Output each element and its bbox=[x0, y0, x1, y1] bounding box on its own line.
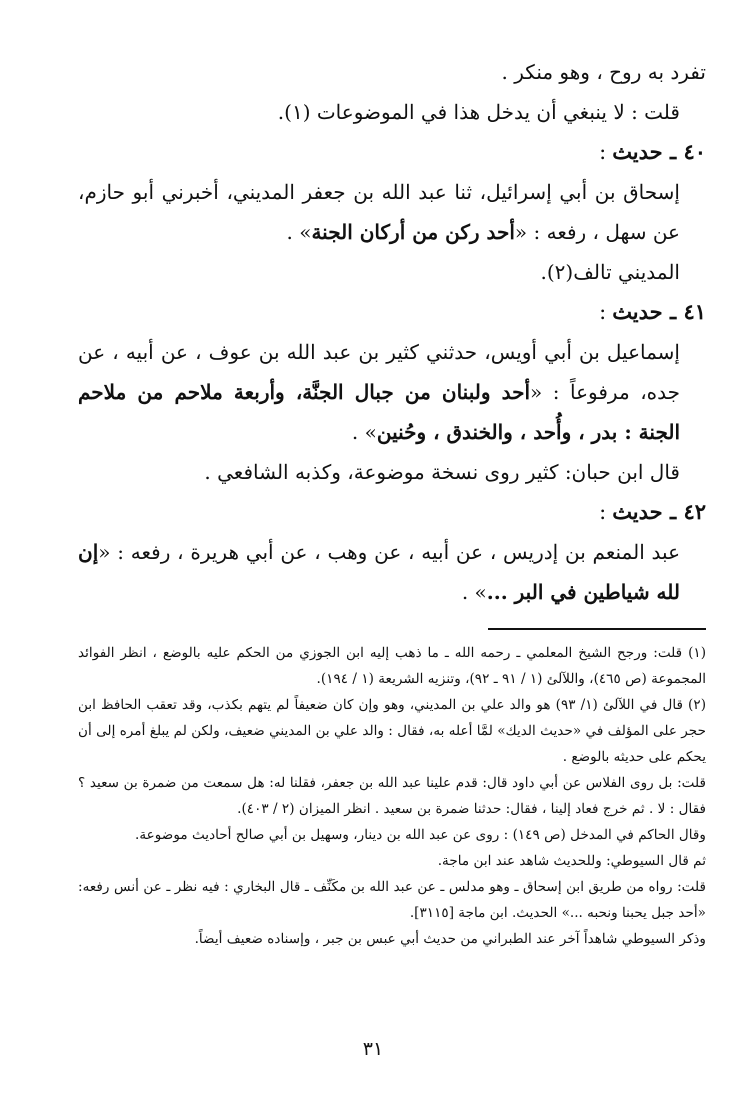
heading-colon: : bbox=[599, 500, 607, 524]
footnote-2-paragraph: ثم قال السيوطي: وللحديث شاهد عند ابن ماجة. bbox=[437, 853, 706, 869]
hadith-heading-40 bbox=[78, 132, 706, 172]
grading-line: قال ابن حبان: كثير روى نسخة موضوعة، وكذبه الشافعي . bbox=[204, 460, 680, 484]
footnote-2-paragraph: قلت: بل روى الفلاس عن أبي داود قال: قدم علينا عبد الله بن جعفر، فقلنا له: هل سمعت من ضمرة بن سعيد ؟ فقال : لا . ثم خرج فعاد إلينا ، فقال: حدثنا ضمرة بن سعيد . انظر الميزان (٢ / ٤٠٣). bbox=[78, 775, 706, 817]
text-line: قلت : لا ينبغي أن يدخل هذا في الموضوعات (١). bbox=[277, 100, 680, 124]
hadith-heading-42 bbox=[78, 492, 706, 532]
closing-quote: » . bbox=[461, 580, 487, 604]
narration-chain: إسحاق بن أبي إسرائيل، ثنا عبد الله بن جعفر المديني، أخبرني أبو حازم، عن سهل ، رفعه : « bbox=[78, 180, 680, 244]
heading-colon: : bbox=[599, 300, 607, 324]
hadith-text-42 bbox=[78, 532, 706, 612]
closing-quote: » . bbox=[351, 420, 377, 444]
page-body bbox=[78, 52, 706, 952]
main-text bbox=[78, 52, 706, 612]
closing-quote: » . bbox=[286, 220, 312, 244]
grading-line: المديني تالف(٢). bbox=[540, 260, 680, 284]
footnote-separator bbox=[488, 628, 706, 630]
page-number: ٣١ bbox=[362, 1038, 384, 1060]
narration-chain: عبد المنعم بن إدريس ، عن أبيه ، عن وهب ، عن أبي هريرة ، رفعه : « bbox=[98, 540, 680, 564]
heading-colon: : bbox=[599, 140, 607, 164]
footnotes bbox=[78, 640, 706, 952]
hadith-matn: أحد ولبنان من جبال الجنَّة، وأربعة ملاحم من ملاحم الجنة : بدر ، وأُحد ، والخندق ، وحُنين bbox=[78, 380, 680, 444]
footnote-1: (١) قلت: ورجح الشيخ المعلمي ـ رحمه الله ـ ما ذهب إليه ابن الجوزي من الحكم عليه بالوضع ، انظر الفوائد المجموعة (ص ٤٦٥)، واللآلئ (١ / ٩١ ـ ٩٢)، وتنزيه الشريعة (١ / ١٩٤). bbox=[78, 645, 706, 687]
hadith-text-41 bbox=[78, 332, 706, 452]
footnote-2: (٢) قال في اللآلئ (١/ ٩٣) هو والد علي بن المديني، وهو وإن كان ضعيفاً لم يتهم بكذب، وقد تعقب الحافظ ابن حجر على المؤلف في «حديث الديك» لمَّا أعله به، فقال : والد علي بن المديني ضعيف، ولكن لم يبلغ أمره إلى أن يحكم على حديثه بالوضع . bbox=[78, 697, 706, 765]
text-line: تفرد به روح ، وهو منكر . bbox=[501, 60, 706, 84]
hadith-matn: أحد ركن من أركان الجنة bbox=[311, 220, 515, 244]
footnote-2-paragraph: قلت: رواه من طريق ابن إسحاق ـ وهو مدلس ـ عن عبد الله بن مكَنِّف ـ قال البخاري : فيه نظر ـ عن أنس رفعه: «أحد جبل يحبنا ونحبه ...» الحديث. ابن ماجة [٣١١٥]. bbox=[78, 879, 706, 921]
hadith-matn: إن لله شياطين في البر ... bbox=[78, 540, 680, 604]
footnote-2-paragraph: وقال الحاكم في المدخل (ص ١٤٩) : روى عن عبد الله بن دينار، وسهيل بن أبي صالح أحاديث موضوعة. bbox=[135, 827, 706, 843]
footnote-2-paragraph: وذكر السيوطي شاهداً آخر عند الطبراني من حديث أبي عبس بن جبر ، وإسناده ضعيف أيضاً. bbox=[194, 931, 706, 947]
narration-chain: إسماعيل بن أبي أويس، حدثني كثير بن عبد الله بن عوف ، عن أبيه ، عن جده، مرفوعاً : « bbox=[78, 340, 680, 404]
heading-label: ٤٢ ـ حديث bbox=[612, 499, 706, 524]
hadith-text-40 bbox=[78, 172, 706, 252]
heading-label: ٤٠ ـ حديث bbox=[612, 139, 706, 164]
hadith-heading-41 bbox=[78, 292, 706, 332]
heading-label: ٤١ ـ حديث bbox=[612, 299, 706, 324]
